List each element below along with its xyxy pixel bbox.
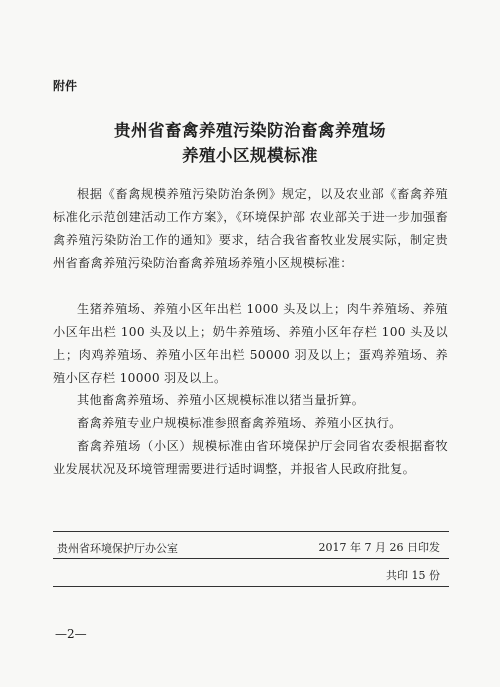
document-title-line-1: 贵州省畜禽养殖污染防治畜禽养殖场 — [114, 121, 386, 140]
issuing-office: 贵州省环境保护厅办公室 — [57, 542, 178, 555]
print-copies: 共印 15 份 — [386, 569, 440, 582]
print-date: 2017 年 7 月 26 日印发 — [318, 541, 440, 554]
document-title-line-2: 养殖小区规模标准 — [182, 146, 318, 165]
footer-rule-bottom — [53, 586, 449, 587]
body-paragraph-intro: 根据《畜禽规模养殖污染防治条例》规定，以及农业部《畜禽养殖标准化示范创建活动工作方案》，《环境保护部 农业部关于进一步加强畜禽养殖污染防治工作的通知》要求，结合我省畜牧业发展实际，制定贵州省畜禽养殖污染防治畜禽养殖场养殖小区规模标准： — [53, 187, 448, 270]
page-number: —2— — [55, 627, 87, 641]
footer-rule-middle — [53, 558, 449, 559]
body-paragraph-other-livestock: 其他畜禽养殖场、养殖小区规模标准以猪当量折算。 — [77, 393, 365, 407]
footer-rule-top — [53, 531, 449, 532]
body-paragraph-specialized-households: 畜禽养殖专业户规模标准参照畜禽养殖场、养殖小区执行。 — [77, 416, 402, 430]
body-paragraph-adjustment: 畜禽养殖场（小区）规模标准由省环境保护厅会同省农委根据畜牧业发展状况及环境管理需要进行适时调整，并报省人民政府批复。 — [53, 439, 448, 476]
body-paragraph-scale-criteria: 生猪养殖场、养殖小区年出栏 1000 头及以上；肉牛养殖场、养殖小区年出栏 100 头及以上；奶牛养殖场、养殖小区年存栏 100 头及以上；肉鸡养殖场、养殖小区年出栏 50000 羽及以上；蛋鸡养殖场、养殖小区存栏 10000 羽及以上。 — [53, 302, 448, 385]
attachment-label: 附件 — [53, 79, 78, 93]
